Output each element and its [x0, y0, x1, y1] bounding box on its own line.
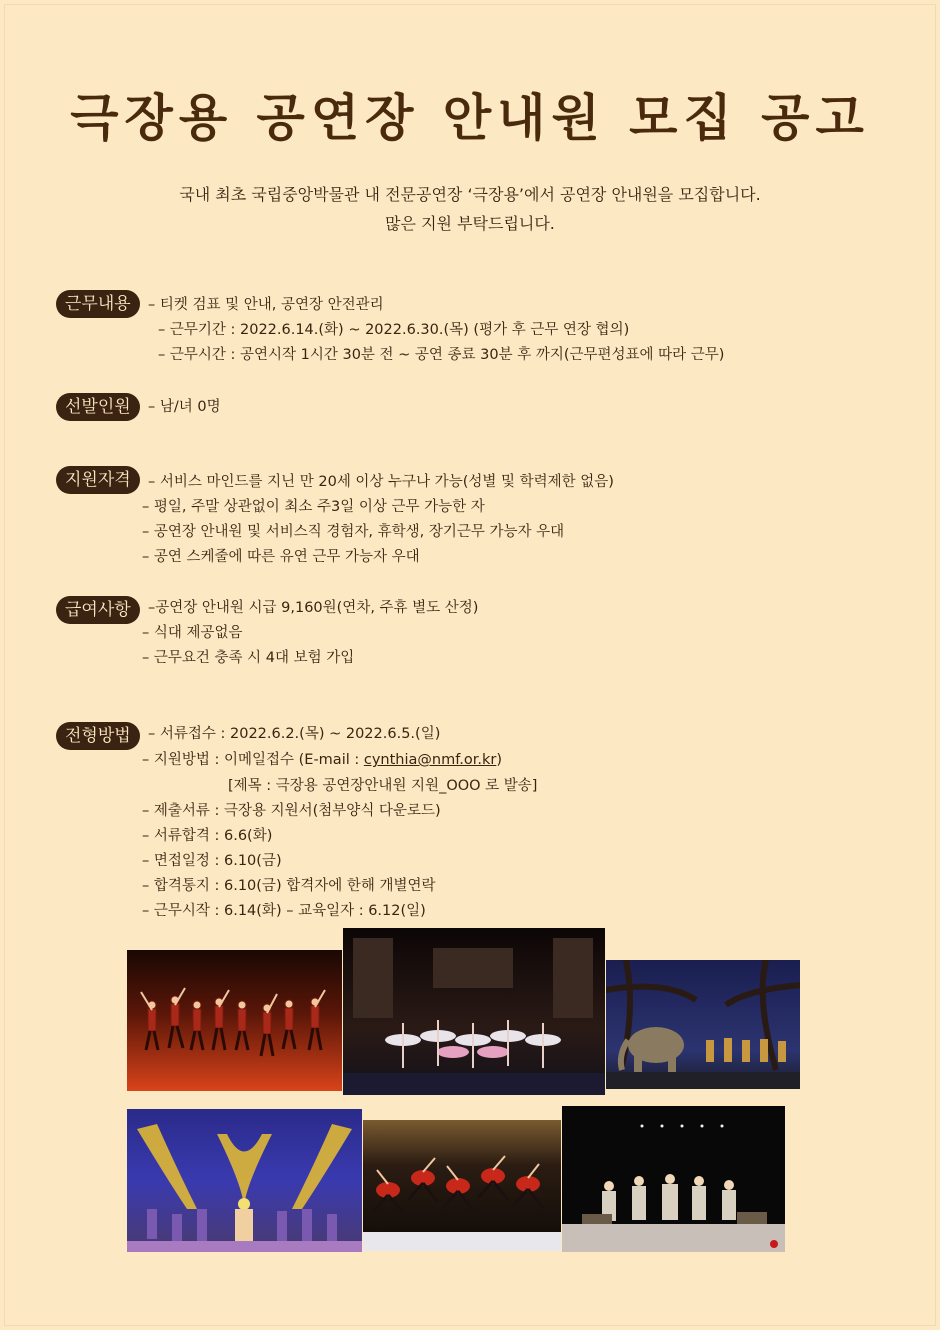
process-line-2-text: – 지원방법 : 이메일접수 (E-mail :: [142, 752, 364, 768]
section-badge-qualification: 지원자격: [56, 466, 140, 494]
section-badge-headcount: 선발인원: [56, 393, 140, 421]
intro-line-1: 국내 최초 국립중앙박물관 내 전문공연장 ‘극장용’에서 공연장 안내원을 모집합니다.: [179, 185, 761, 204]
performance-photo-6: [562, 1106, 785, 1252]
page-title: 극장용 공연장 안내원 모집 공고: [70, 89, 870, 147]
process-line-6: – 면접일정 : 6.10(금): [142, 853, 282, 869]
process-line-1: – 서류접수 : 2022.6.2.(목) ~ 2022.6.5.(일): [148, 726, 441, 742]
work-line-1: – 티켓 검표 및 안내, 공연장 안전관리: [148, 297, 384, 313]
process-line-4: – 제출서류 : 극장용 지원서(첨부양식 다운로드): [142, 803, 441, 819]
qualification-line-1: – 서비스 마인드를 지닌 만 20세 이상 누구나 가능(성별 및 학력제한 없음): [148, 474, 614, 490]
qualification-line-2: – 평일, 주말 상관없이 최소 주3일 이상 근무 가능한 자: [142, 499, 485, 515]
work-line-2: – 근무기간 : 2022.6.14.(화) ~ 2022.6.30.(목) (평가 후 근무 연장 협의): [158, 322, 630, 338]
performance-photo-4: [127, 1109, 362, 1252]
section-badge-work: 근무내용: [56, 290, 140, 318]
salary-line-3: – 근무요건 충족 시 4대 보험 가입: [142, 650, 355, 666]
process-line-3: [제목 : 극장용 공연장안내원 지원_OOO 로 발송]: [228, 778, 538, 794]
intro-text: [0, 180, 940, 238]
performance-photo-3: [606, 960, 800, 1089]
qualification-line-4: – 공연 스케줄에 따른 유연 근무 가능자 우대: [142, 549, 420, 565]
qualification-line-3: – 공연장 안내원 및 서비스직 경험자, 휴학생, 장기근무 가능자 우대: [142, 524, 565, 540]
salary-line-2: – 식대 제공없음: [142, 625, 243, 641]
intro-line-2: 많은 지원 부탁드립니다.: [385, 214, 555, 233]
section-badge-process: 전형방법: [56, 722, 140, 750]
email-link[interactable]: cynthia@nmf.or.kr: [363, 752, 497, 768]
process-line-7: – 합격통지 : 6.10(금) 합격자에 한해 개별연락: [142, 878, 436, 894]
process-line-2: [142, 750, 502, 770]
process-line-5: – 서류합격 : 6.6(화): [142, 828, 273, 844]
section-badge-salary: 급여사항: [56, 596, 140, 624]
process-line-8: – 근무시작 : 6.14(화) – 교육일자 : 6.12(일): [142, 903, 426, 919]
performance-photo-1: [127, 950, 342, 1091]
email-suffix: ): [496, 752, 503, 768]
salary-line-1: –공연장 안내원 시급 9,160원(연차, 주휴 별도 산정): [148, 600, 479, 616]
performance-photo-2: [343, 928, 605, 1095]
performance-photo-5: [363, 1120, 561, 1251]
work-line-3: – 근무시간 : 공연시작 1시간 30분 전 ~ 공연 종료 30분 후 까지(근무편성표에 따라 근무): [158, 347, 725, 363]
headcount-line-1: – 남/녀 0명: [148, 399, 221, 415]
